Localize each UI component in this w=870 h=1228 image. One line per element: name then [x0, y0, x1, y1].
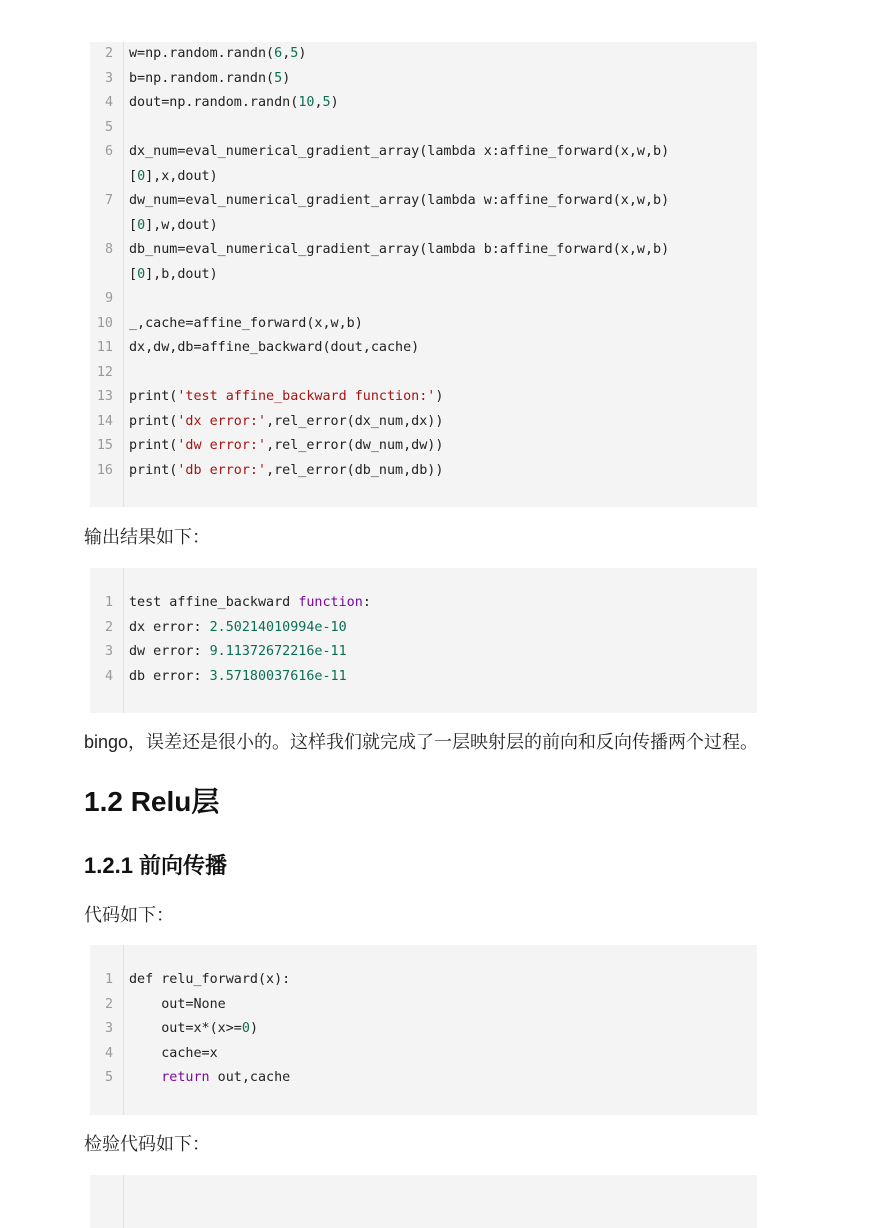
code-token: w=np.random.randn(	[129, 46, 275, 61]
code-line	[90, 968, 757, 993]
line-number: 7	[104, 193, 113, 208]
section-heading-relu: 1.2 Relu层	[84, 786, 220, 817]
code-token-num: 5	[290, 46, 299, 61]
line-number: 2	[104, 46, 113, 61]
code-token: [	[129, 217, 138, 233]
line-number: 6	[104, 144, 113, 159]
code-token: )	[435, 389, 444, 404]
code-text	[129, 591, 371, 616]
code-line	[90, 263, 757, 288]
code-token: dx_num=eval_numerical_gradient_array(lambda x:affine_forward(x,w,b)	[129, 144, 670, 159]
code-text	[129, 214, 218, 239]
code-line	[90, 993, 757, 1018]
code-text	[129, 1042, 218, 1067]
line-number: 4	[104, 1045, 113, 1061]
code-text	[129, 993, 226, 1018]
code-token-kw: function	[298, 595, 363, 610]
code-line	[90, 1042, 757, 1067]
code-text	[129, 616, 347, 641]
code-token: [	[129, 266, 138, 282]
code-text	[129, 1017, 258, 1042]
code-token-num: 6	[274, 46, 283, 61]
code-text	[129, 238, 669, 263]
line-number: 2	[104, 619, 113, 635]
line-number: 1	[104, 972, 113, 987]
code-line	[90, 238, 757, 263]
line-number: 15	[96, 438, 113, 453]
code-token: b=np.random.randn(	[129, 70, 275, 86]
code-token-kw: return	[161, 1070, 210, 1085]
code-line	[90, 434, 757, 459]
code-token: dw_num=eval_numerical_gradient_array(lambda w:affine_forward(x,w,b)	[129, 193, 670, 208]
line-number: 12	[96, 364, 113, 380]
code-token-num: 3.57180037616e-11	[209, 668, 347, 684]
code-text	[129, 263, 218, 288]
line-number: 5	[104, 1070, 113, 1085]
code-token-num: 0	[137, 266, 146, 282]
code-text	[129, 968, 290, 993]
code-token-num: 0	[241, 1021, 250, 1036]
code-token: ,	[314, 95, 323, 110]
code-text	[129, 1066, 290, 1091]
code-line	[90, 140, 757, 165]
code-text	[129, 67, 290, 92]
line-number: 9	[104, 291, 113, 306]
code-token: _,cache=affine_forward(x,w,b)	[129, 315, 363, 331]
code-token: dx,dw,db=affine_backward(dout,cache)	[129, 340, 420, 355]
code-token: ,rel_error(db_num,db))	[266, 462, 444, 478]
code-token: :	[362, 595, 371, 610]
subsection-heading-forward: 1.2.1 前向传播	[84, 853, 228, 878]
code-line	[90, 1066, 757, 1091]
code-text	[129, 459, 443, 484]
code-text	[129, 165, 218, 190]
code-line	[90, 116, 757, 141]
line-number: 5	[104, 119, 113, 135]
line-number: 13	[96, 389, 113, 404]
code-line	[90, 189, 757, 214]
code-token: [	[129, 168, 138, 184]
line-number: 2	[104, 996, 113, 1012]
code-line	[90, 459, 757, 484]
line-number: 4	[104, 95, 113, 110]
code-token-num: 5	[274, 70, 283, 86]
code-token-str: 'test affine_backward function:'	[177, 389, 436, 404]
code-text	[129, 665, 347, 690]
code-token: print(	[129, 462, 178, 478]
line-number: 8	[104, 242, 113, 257]
code-token: dout=np.random.randn(	[129, 95, 299, 110]
code-line	[90, 287, 757, 312]
code-token: )	[298, 46, 307, 61]
code-token-num: 10	[298, 95, 315, 110]
code-token: )	[330, 95, 339, 110]
code-token-num: 5	[322, 95, 331, 110]
code-block-relu-check	[90, 1175, 757, 1228]
code-line	[90, 336, 757, 361]
code-block-test-backward	[90, 42, 757, 507]
code-line	[90, 385, 757, 410]
line-number: 3	[104, 644, 113, 659]
code-line	[90, 67, 757, 92]
code-token: ],w,dout)	[145, 217, 218, 233]
code-line	[90, 165, 757, 190]
code-token: db error:	[129, 668, 210, 684]
summary-text: bingo，误差还是很小的。这样我们就完成了一层映射层的前向和反向传播两个过程。	[84, 732, 759, 752]
code-token-str: 'dw error:'	[177, 438, 267, 453]
code-token: ,rel_error(dx_num,dx))	[266, 413, 444, 429]
code-text	[129, 434, 443, 459]
code-token: def relu_forward(x):	[129, 972, 291, 987]
code-token-str: 'db error:'	[177, 462, 267, 478]
code-text	[129, 91, 339, 116]
code-line	[90, 42, 757, 67]
code-text	[129, 42, 306, 67]
code-token: out,cache	[209, 1070, 291, 1085]
code-token: out=None	[129, 996, 226, 1012]
code-line	[90, 214, 757, 239]
code-line	[90, 312, 757, 337]
code-token: out=x*(x>=	[129, 1021, 242, 1036]
code-token: ,	[282, 46, 291, 61]
code-token: ],x,dout)	[145, 168, 218, 184]
code-block-relu-forward	[90, 945, 757, 1115]
code-token: print(	[129, 389, 178, 404]
code-text	[129, 640, 347, 665]
code-token: print(	[129, 438, 178, 453]
code-token	[129, 1070, 161, 1085]
code-token: print(	[129, 413, 178, 429]
code-line	[90, 665, 757, 690]
check-label: 检验代码如下：	[84, 1134, 210, 1154]
code-token: )	[282, 70, 291, 86]
code-line	[90, 410, 757, 435]
code-token-num: 2.50214010994e-10	[209, 619, 347, 635]
code-line	[90, 640, 757, 665]
code-token: dx error:	[129, 619, 210, 635]
code-line	[90, 91, 757, 116]
code-text	[129, 312, 363, 337]
code-token-num: 9.11372672216e-11	[209, 644, 347, 659]
code-token: )	[249, 1021, 258, 1036]
code-token: ,rel_error(dw_num,dw))	[266, 438, 444, 453]
code-text	[129, 189, 669, 214]
code-token: db_num=eval_numerical_gradient_array(lambda b:affine_forward(x,w,b)	[129, 242, 670, 257]
code-token-num: 0	[137, 217, 146, 233]
code-token: ],b,dout)	[145, 266, 218, 282]
code-line	[90, 361, 757, 386]
line-number: 10	[96, 315, 113, 331]
code-token-str: 'dx error:'	[177, 413, 267, 429]
code-gutter-divider	[123, 1175, 124, 1228]
code-text	[129, 140, 669, 165]
code-text	[129, 385, 443, 410]
line-number: 4	[104, 668, 113, 684]
line-number: 11	[96, 340, 113, 355]
code-line	[90, 616, 757, 641]
line-number: 3	[104, 70, 113, 86]
code-text	[129, 336, 419, 361]
line-number: 16	[96, 462, 113, 478]
code-text	[129, 410, 443, 435]
code-token: dw error:	[129, 644, 210, 659]
code-token: cache=x	[129, 1045, 218, 1061]
code-block-output	[90, 568, 757, 713]
line-number: 3	[104, 1021, 113, 1036]
line-number: 14	[96, 413, 113, 429]
code-token-num: 0	[137, 168, 146, 184]
code-line	[90, 591, 757, 616]
line-number: 1	[104, 595, 113, 610]
code-label: 代码如下：	[84, 905, 174, 925]
code-token: test affine_backward	[129, 595, 299, 610]
output-label: 输出结果如下：	[84, 527, 210, 547]
code-line	[90, 1017, 757, 1042]
